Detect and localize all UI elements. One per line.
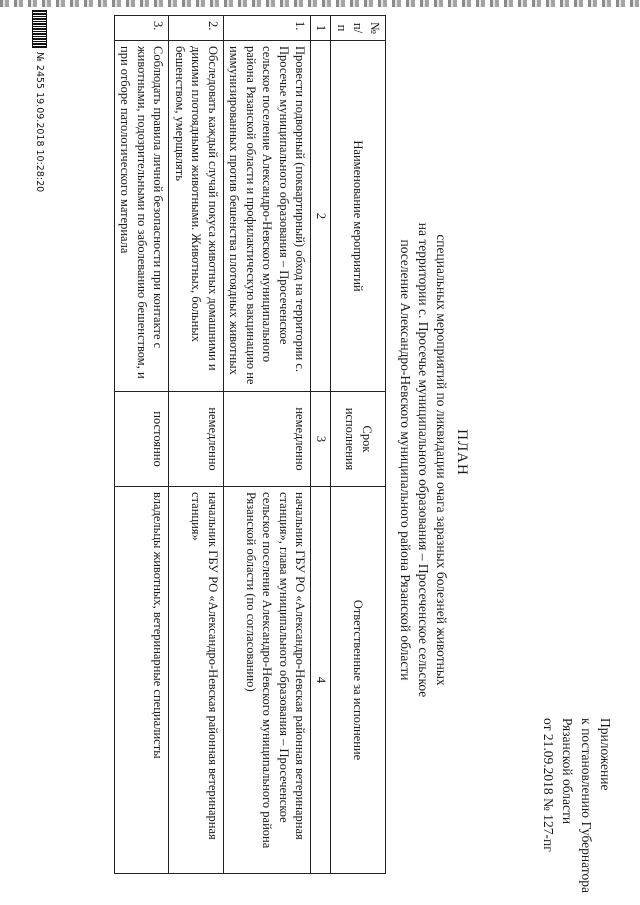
document-subtitle (396, 140, 450, 780)
appendix-line-2 (577, 718, 596, 893)
appendix-word-governor: Губернатора (579, 821, 594, 893)
table-row (224, 16, 312, 874)
column-number: 3 (311, 392, 331, 487)
row-action: Соблюдать правила личной безопасности при контакте с животными, подозрительными по заболеванию бешенством, и при отборе патологического материала (115, 41, 170, 392)
row-term: немедленно (169, 392, 224, 487)
appendix-word-k: к (579, 718, 594, 725)
header-action: Наименование мероприятий (331, 41, 386, 392)
table-row (169, 16, 224, 874)
appendix-line-1: Приложение (598, 718, 613, 791)
registration-stamp (31, 10, 49, 192)
plan-table (114, 15, 386, 874)
table-row (115, 16, 170, 874)
column-number: 1 (311, 16, 331, 41)
appendix-word-decree: постановлению (579, 728, 594, 818)
header-term: Срок исполнения (331, 392, 386, 487)
row-responsible: начальник ГБУ РО «Александро-Невская районная ветеринарная станция» (169, 487, 224, 874)
header-number: № п/п (331, 16, 386, 41)
barcode-icon (33, 10, 48, 48)
row-responsible: начальник ГБУ РО «Александро-Невская районная ветеринарная станция», глава муниципального образования – Просеченское сельское поселение Александро-Невского муниципального района Рязанской области (по согласованию) (224, 487, 312, 874)
row-responsible: владельцы животных, ветеринарные специалисты (115, 487, 170, 874)
appendix-line-4: от 21.09.2018 № 127-пг (541, 718, 556, 852)
subtitle-line-2: на территории с. Просечье муниципального образования – Просеченское сельское (416, 222, 431, 698)
row-number: 2. (169, 16, 224, 41)
subtitle-line-1: специальных мероприятий по ликвидации очага заразных болезней животных (434, 234, 449, 686)
registration-stamp-text: № 2455 19.09.2018 10:28:20 (34, 52, 46, 193)
row-number: 1. (224, 16, 312, 41)
row-action: Провести подворный (поквартирный) обход на территории с. Просечье муниципального образования – Просеченское сельское поселение Александро-Невского муниципального района Рязанской области и профилактическую вакцинацию не иммунизированных против бешенства плотоядных животных (224, 41, 312, 392)
column-number-row (311, 16, 331, 874)
column-number: 2 (311, 41, 331, 392)
column-number: 4 (311, 487, 331, 874)
table-header-row (331, 16, 386, 874)
header-responsible: Ответственные за исполнение (331, 487, 386, 874)
document-title: ПЛАН (454, 429, 470, 476)
appendix-block (539, 718, 615, 893)
subtitle-line-3: поселение Александро-Невского муниципального района Рязанской области (398, 239, 413, 681)
row-number: 3. (115, 16, 170, 41)
row-action: Обследовать каждый случай покуса животных домашними и дикими плотоядными животными. Животных, больных бешенством, умерщвлять (169, 41, 224, 392)
row-term: немедленно (224, 392, 312, 487)
appendix-line-3: Рязанской области (560, 718, 575, 825)
row-term: постоянно (115, 392, 170, 487)
